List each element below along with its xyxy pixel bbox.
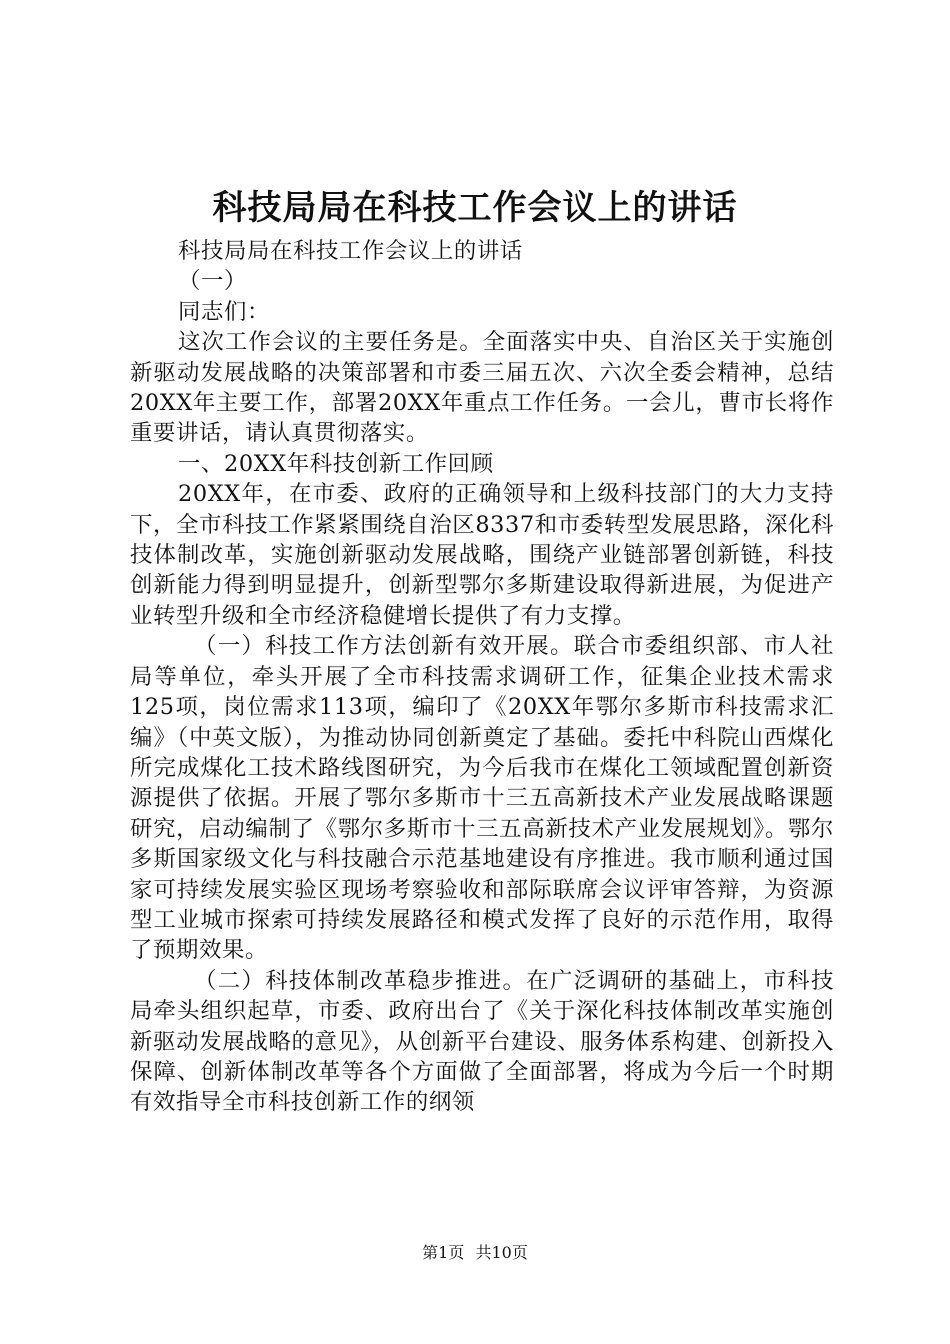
subsection-paragraph-2: （二）科技体制改革稳步推进。在广泛调研的基础上，市科技局牵头组织起草，市委、政府出台了《关于深化科技体制改革实施创新驱动发展战略的意见》，从创新平台建设、服务体系构建、创新投入保障、创新体制改革等各个方面做了全面部署，将成为今后一个时期有效指导全市科技创新工作的纲领 <box>130 967 834 1116</box>
salutation: 同志们： <box>178 298 270 325</box>
intro-paragraph: 这次工作会议的主要任务是。全面落实中央、自治区关于实施创新驱动发展战略的决策部署和市委三届五次、六次全委会精神，总结20XX年主要工作，部署20XX年重点工作任务。一会儿，曹市长将作重要讲话，请认真贯彻落实。 <box>130 329 834 447</box>
subsection-paragraph-1: （一）科技工作方法创新有效开展。联合市委组织部、市人社局等单位，牵头开展了全市科技需求调研工作，征集企业技术需求125项，岗位需求113项，编印了《20XX年鄂尔多斯市科技需求汇编》（中英文版），为推动协同创新奠定了基础。委托中科院山西煤化所完成煤化工技术路线图研究，为今后我市在煤化工领域配置创新资源提供了依据。开展了鄂尔多斯市十三五高新技术产业发展战略课题研究，启动编制了《鄂尔多斯市十三五高新技术产业发展规划》。鄂尔多斯国家级文化与科技融合示范基地建设有序推进。我市顺利通过国家可持续发展实验区现场考察验收和部际联席会议评审答辩，为资源型工业城市探索可持续发展路径和模式发挥了良好的示范作用，取得了预期效果。 <box>130 633 834 964</box>
page-number: 第1页 <box>422 1243 465 1262</box>
review-paragraph: 20XX年，在市委、政府的正确领导和上级科技部门的大力支持下，全市科技工作紧紧围绕自治区8337和市委转型发展思路，深化科技体制改革，实施创新驱动发展战略，围绕产业链部署创新链，科技创新能力得到明显提升，创新型鄂尔多斯建设取得新进展，为促进产业转型升级和全市经济稳健增长提供了有力支撑。 <box>130 481 834 629</box>
subtitle-paragraph: 科技局局在科技工作会议上的讲话 <box>178 238 523 264</box>
page-footer <box>0 1242 950 1264</box>
section-heading: 一、20XX年科技创新工作回顾 <box>178 450 494 477</box>
page-total: 共10页 <box>475 1243 528 1262</box>
document-title: 科技局局在科技工作会议上的讲话 <box>212 188 738 228</box>
section-marker: （一） <box>178 268 247 295</box>
document-body <box>130 236 834 1118</box>
